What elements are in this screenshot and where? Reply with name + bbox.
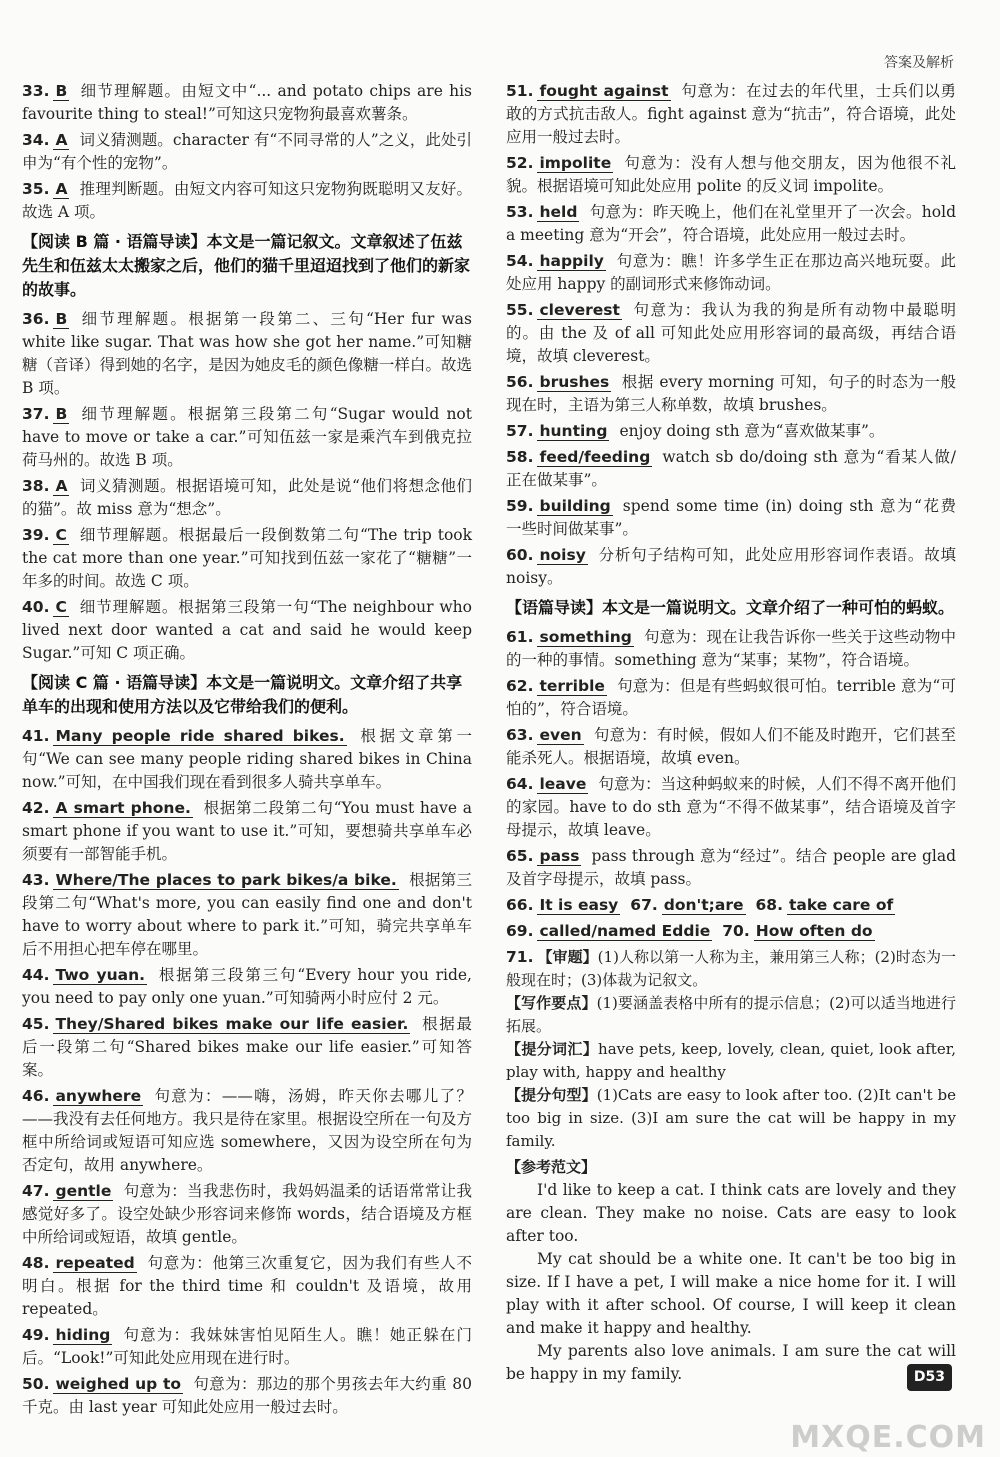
answer-entry <box>22 1013 472 1082</box>
answer-text: take care of <box>788 896 894 914</box>
answer-text: B <box>55 405 68 423</box>
answer-line <box>506 920 956 943</box>
answer-entry <box>506 446 956 492</box>
answer-text: A <box>55 180 68 198</box>
question-number: 37. <box>22 405 50 423</box>
explanation-text: spend some time (in) doing sth 意为“花费一些时间做某事”。 <box>506 497 956 538</box>
explanation-text: 句意为：没有人想与他交朋友，因为他很不礼貌。根据语境可知此处应用 polite 的反义词 impolite。 <box>506 154 956 195</box>
answer-entry <box>22 1085 472 1177</box>
answer-text: cleverest <box>539 301 620 319</box>
answer-entry <box>506 675 956 721</box>
answer-text: B <box>55 310 68 328</box>
answer-entry <box>22 129 472 175</box>
answer-text: building <box>539 497 611 515</box>
explanation-text: 句意为：当我悲伤时，我妈妈温柔的话语常常让我感觉好多了。设空处缺少形容词来修饰 words，结合语境及方框中所给词或短语，故填 gentle。 <box>22 1182 472 1246</box>
question-number: 67. <box>630 896 658 914</box>
answer-entry <box>506 420 956 443</box>
explanation-text: 句意为：那边的那个男孩去年大约重 80 千克。由 last year 可知此处应用一般过去时。 <box>22 1375 472 1416</box>
question-number: 71. <box>506 948 534 966</box>
answer-text: pass <box>539 847 580 865</box>
explanation-text: 细节理解题。根据最后一段倒数第二句“The trip took the cat more than one year.”可知找到伍兹一家花了“糖糖”一年多的时间。故选 C 项。 <box>22 526 472 590</box>
question-number: 35. <box>22 180 50 198</box>
question-number: 70. <box>722 922 750 940</box>
question-number: 46. <box>22 1087 50 1105</box>
question-number: 52. <box>506 154 534 172</box>
writing-point <box>506 992 956 1038</box>
answer-text: Two yuan. <box>55 966 146 984</box>
answer-line <box>506 894 956 917</box>
explanation-text: 句意为：昨天晚上，他们在礼堂里开了一次会。hold a meeting 意为“开会”，符合语境，此处应用一般过去时。 <box>506 203 956 244</box>
question-number: 60. <box>506 546 534 564</box>
question-number: 43. <box>22 871 50 889</box>
essay-heading: 【参考范文】 <box>506 1158 597 1176</box>
answer-entry <box>506 544 956 590</box>
question-number: 58. <box>506 448 534 466</box>
page-number: D53 <box>907 1364 952 1391</box>
answer-text: leave <box>539 775 587 793</box>
answer-text: weighed up to <box>55 1375 182 1393</box>
answer-text: terrible <box>539 677 605 695</box>
answer-entry <box>506 80 956 149</box>
answer-entry <box>506 773 956 842</box>
answer-text: It is easy <box>539 896 619 914</box>
left-column <box>22 80 472 1422</box>
question-number: 49. <box>22 1326 50 1344</box>
writing-point-text: (1)Cats are easy to look after too. (2)It can't be too big in size. (3)I am sure the cat will be happy in my family. <box>506 1086 956 1150</box>
question-number: 40. <box>22 598 50 616</box>
explanation-text: 句意为：但是有些蚂蚁很可怕。terrible 意为“可怕的”，符合语境。 <box>506 677 956 718</box>
question-number: 53. <box>506 203 534 221</box>
explanation-text: 句意为：瞧！许多学生正在那边高兴地玩耍。此处应用 happy 的副词形式来修饰动词。 <box>506 252 956 293</box>
explanation-text: 推理判断题。由短文内容可知这只宠物狗既聪明又友好。故选 A 项。 <box>22 180 472 221</box>
explanation-text: pass through 意为“经过”。结合 people are glad 及首字母提示，故填 pass。 <box>506 847 956 888</box>
answer-text: How often do <box>755 922 873 940</box>
answer-text: happily <box>539 252 604 270</box>
question-number: 56. <box>506 373 534 391</box>
answer-entry <box>22 596 472 665</box>
answer-text: feed/feeding <box>539 448 651 466</box>
explanation-text: 句意为：有时候，假如人们不能及时跑开，它们甚至能杀死人。根据语境，故填 even。 <box>506 726 956 767</box>
section-heading: 【阅读 C 篇 · 语篇导读】本文是一篇说明文。文章介绍了共享单车的出现和使用方法以及它带给我们的便利。 <box>22 673 463 716</box>
sample-essay <box>506 1156 956 1386</box>
section-heading: 【阅读 B 篇 · 语篇导读】本文是一篇记叙文。文章叙述了伍兹先生和伍兹太太搬家之后，他们的猫千里迢迢找到了他们的新家的故事。 <box>22 232 471 299</box>
answer-entry <box>22 725 472 794</box>
answer-text: They/Shared bikes make our life easier. <box>55 1015 409 1033</box>
question-number: 36. <box>22 310 50 328</box>
question-number: 33. <box>22 82 50 100</box>
answer-entry <box>22 869 472 961</box>
answer-entry <box>22 178 472 224</box>
explanation-text: 句意为：——嗨，汤姆，昨天你去哪儿了？——我没有去任何地方。我只是待在家里。根据设空所在一句及方框中所给词或短语可知应选 somewhere，又因为设空所在句为否定句，故用 anywhere。 <box>22 1087 472 1174</box>
writing-point-text: (1)要涵盖表格中所有的提示信息；(2)可以适当地进行拓展。 <box>506 994 956 1035</box>
answer-text: gentle <box>55 1182 112 1200</box>
question-number: 41. <box>22 727 50 745</box>
explanation-text: 根据 every morning 可知，句子的时态为一般现在时，主语为第三人称单数，故填 brushes。 <box>506 373 956 414</box>
answer-text: anywhere <box>55 1087 142 1105</box>
question-number: 59. <box>506 497 534 515</box>
explanation-text: 细节理解题。根据第一段第二、三句“Her fur was white like sugar. That was how she got her name.”可知糖糖（音译）得到她的名字，是因为她皮毛的颜色像糖一样白。故选 B 项。 <box>22 310 472 397</box>
question-number: 51. <box>506 82 534 100</box>
explanation-text: 细节理解题。由短文中“... and potato chips are his favourite thing to steal!”可知这只宠物狗最喜欢薯条。 <box>22 82 472 123</box>
question-number: 61. <box>506 628 534 646</box>
answer-entry <box>506 495 956 541</box>
question-number: 47. <box>22 1182 50 1200</box>
explanation-text: 根据文章第一句“We can see many people riding shared bikes in China now.”可知，在中国我们现在看到很多人骑共享单车。 <box>22 727 472 791</box>
explanation-text: 句意为：当这种蚂蚁来的时候，人们不得不离开他们的家园。have to do sth 意为“不得不做某事”，结合语境及首字母提示，故填 leave。 <box>506 775 956 839</box>
explanation-text: 根据第三段第二句“What's more, you can easily find one and don't have to worry about where to park it.”可知，骑完共享单车后不用担心把车停在哪里。 <box>22 871 472 958</box>
explanation-text: 细节理解题。根据第三段第一句“The neighbour who lived next door wanted a cat and said he would keep Sugar.”可知 C 项正确。 <box>22 598 472 662</box>
answer-text: repeated <box>55 1254 135 1272</box>
question-number: 54. <box>506 252 534 270</box>
question-number: 55. <box>506 301 534 319</box>
answer-entry <box>506 299 956 368</box>
answer-entry <box>22 80 472 126</box>
answer-entry <box>22 1180 472 1249</box>
answer-entry <box>506 152 956 198</box>
answer-text: C <box>55 526 67 544</box>
answer-text: hiding <box>55 1326 111 1344</box>
question-number: 64. <box>506 775 534 793</box>
answer-text: hunting <box>539 422 608 440</box>
answer-entry <box>22 964 472 1010</box>
question-number: 48. <box>22 1254 50 1272</box>
answer-entry <box>506 201 956 247</box>
writing-point-head: 【提分句型】 <box>506 1086 597 1104</box>
question-number: 45. <box>22 1015 50 1033</box>
question-number: 57. <box>506 422 534 440</box>
answer-entry <box>22 1373 472 1419</box>
explanation-text: watch sb do/doing sth 意为“看某人做/正在做某事”。 <box>506 448 956 489</box>
question-number: 69. <box>506 922 534 940</box>
answer-entry <box>506 724 956 770</box>
answer-entry <box>506 845 956 891</box>
explanation-text: 根据最后一段第二句“Shared bikes make our life easier.”可知答案。 <box>22 1015 472 1079</box>
answer-text: A <box>55 131 68 149</box>
explanation-text: 句意为：在过去的年代里，士兵们以勇敢的方式抗击敌人。fight against 意为“抗击”，符合语境，此处应用一般过去时。 <box>506 82 956 146</box>
writing-point-head: 【写作要点】 <box>506 994 597 1012</box>
answer-entry <box>22 1252 472 1321</box>
watermark: MXQE.COM <box>790 1420 986 1455</box>
answer-entry <box>22 475 472 521</box>
answer-entry <box>22 1324 472 1370</box>
answer-text: called/named Eddie <box>539 922 711 940</box>
question-number: 38. <box>22 477 50 495</box>
answer-entry <box>22 308 472 400</box>
explanation-text: 细节理解题。根据第三段第二句“Sugar would not have to move or take a car.”可知伍兹一家是乘汽车到俄克拉荷马州的。故选 B 项。 <box>22 405 472 469</box>
question-number: 65. <box>506 847 534 865</box>
question-number: 63. <box>506 726 534 744</box>
question-number: 39. <box>22 526 50 544</box>
writing-point <box>506 948 956 989</box>
explanation-text: 分析句子结构可知，此处应用形容词作表语。故填 noisy。 <box>506 546 956 587</box>
writing-guide <box>506 946 956 1153</box>
writing-point-text: have pets, keep, lovely, clean, quiet, look after, play with, happy and healthy <box>506 1040 956 1081</box>
answer-text: A smart phone. <box>55 799 191 817</box>
writing-point-text: (1)人称以第一人称为主，兼用第三人称；(2)时态为一般现在时；(3)体裁为记叙文。 <box>506 948 956 989</box>
question-number: 66. <box>506 896 534 914</box>
essay-paragraph: My parents also love animals. I am sure the cat will be happy in my family. <box>506 1342 956 1383</box>
writing-point <box>506 1084 956 1153</box>
explanation-text: 词义猜测题。根据语境可知，此处是说“他们将想念他们的猫”。故 miss 意为“想念”。 <box>22 477 472 518</box>
essay-paragraph: My cat should be a white one. It can't be too big in size. If I have a pet, I will make a nice home for it. I will play with it after school. Of course, I will keep it clean and make it happy and healthy. <box>506 1250 956 1337</box>
question-number: 34. <box>22 131 50 149</box>
answer-text: fought against <box>539 82 669 100</box>
question-number: 62. <box>506 677 534 695</box>
explanation-text: 句意为：他第三次重复它，因为我们有些人不明白。根据 for the third time 和 couldn't 及语境，故用 repeated。 <box>22 1254 472 1318</box>
answer-text: something <box>539 628 632 646</box>
answer-text: don't;are <box>663 896 744 914</box>
question-number: 42. <box>22 799 50 817</box>
question-number: 68. <box>755 896 783 914</box>
answer-text: even <box>539 726 582 744</box>
explanation-text: 句意为：我妹妹害怕见陌生人。瞧！她正躲在门后。“Look!”可知此处应用现在进行时。 <box>22 1326 472 1367</box>
answer-entry <box>506 250 956 296</box>
answer-text: Many people ride shared bikes. <box>55 727 345 745</box>
right-column <box>506 80 956 1386</box>
question-number: 44. <box>22 966 50 984</box>
answer-text: B <box>55 82 68 100</box>
explanation-text: 根据第二段第二句“You must have a smart phone if you want to use it.”可知，要想骑共享单车必须要有一部智能手机。 <box>22 799 472 863</box>
answer-text: brushes <box>539 373 610 391</box>
explanation-text: 句意为：我认为我的狗是所有动物中最聪明的。由 the 及 of all 可知此处应用形容词的最高级，再结合语境，故填 cleverest。 <box>506 301 956 365</box>
answer-entry <box>22 524 472 593</box>
answer-text: C <box>55 598 67 616</box>
answer-text: noisy <box>539 546 586 564</box>
writing-point-head: 【审题】 <box>537 948 598 966</box>
answer-entry <box>506 626 956 672</box>
answer-text: held <box>539 203 578 221</box>
answer-entry <box>506 371 956 417</box>
answer-entry <box>22 403 472 472</box>
answer-text: impolite <box>539 154 612 172</box>
answer-text: A <box>55 477 68 495</box>
section-heading: 【语篇导读】本文是一篇说明文。文章介绍了一种可怕的蚂蚁。 <box>506 598 955 617</box>
explanation-text: enjoy doing sth 意为“喜欢做某事”。 <box>619 422 885 440</box>
essay-paragraph: I'd like to keep a cat. I think cats are lovely and they are clean. They make no noise. Cats are easy to look after too. <box>506 1181 956 1245</box>
explanation-text: 词义猜测题。character 有“不同寻常的人”之义，此处引申为“有个性的宠物”。 <box>22 131 472 172</box>
answer-text: Where/The places to park bikes/a bike. <box>55 871 397 889</box>
answer-entry <box>22 797 472 866</box>
writing-point <box>506 1038 956 1084</box>
question-number: 50. <box>22 1375 50 1393</box>
page-header: 答案及解析 <box>884 55 954 71</box>
writing-point-head: 【提分词汇】 <box>506 1040 599 1058</box>
explanation-text: 根据第三段第三句“Every hour you ride, you need to pay only one yuan.”可知骑两小时应付 2 元。 <box>22 966 472 1007</box>
explanation-text: 句意为：现在让我告诉你一些关于这些动物中的一种的事情。something 意为“某事；某物”，符合语境。 <box>506 628 956 669</box>
